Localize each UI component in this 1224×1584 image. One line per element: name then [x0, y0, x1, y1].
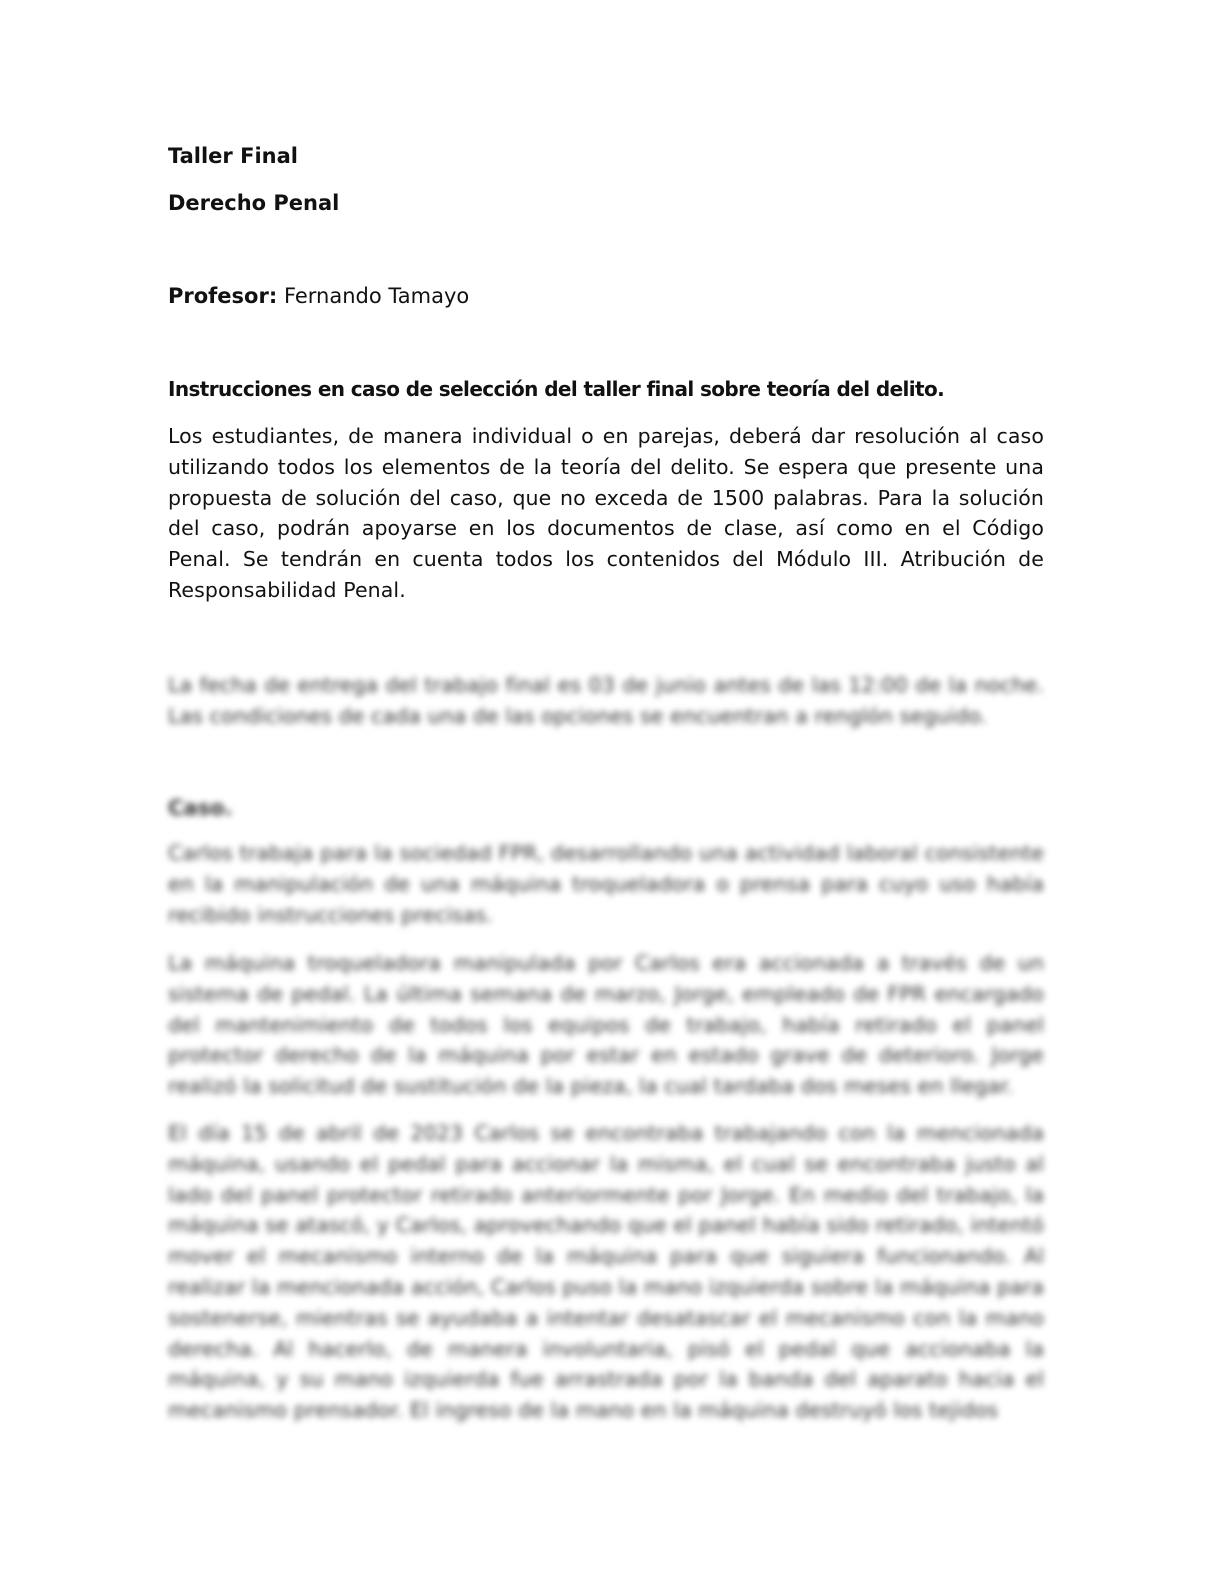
- professor-line: [168, 281, 469, 311]
- case-paragraph: Carlos trabaja para la sociedad FPR, desarrollando una actividad laboral consistente en la manipulación de una máquina troqueladora o prensa para cuyo uso había recibido instrucciones precisas.: [168, 841, 1044, 927]
- instructions-heading: Instrucciones en caso de selección del taller final sobre teoría del delito.: [168, 377, 945, 401]
- case-paragraph: El día 15 de abril de 2023 Carlos se encontraba trabajando con la mencionada máquina, usando el pedal para accionar la misma, el cual se encontraba justo al lado del panel protector retirado anteriormente por Jorge. En medio del trabajo, la máquina se atascó, y Carlos, aprovechando que el panel había sido retirado, intentó mover el mecanismo interno de la máquina para que siguiera funcionando. Al realizar la mencionada acción, Carlos puso la mano izquierda sobre la máquina para sostenerse, mientras se ayudaba a intentar desatascar el mecanismo con la mano derecha. Al hacerlo, de manera involuntaria, pisó el pedal que accionaba la máquina, y su mano izquierda fue arrastrada por la banda del aparato hacia el mecanismo prensador. El ingreso de la mano en la máquina destruyó los tejidos: [168, 1121, 1044, 1423]
- course-name: Derecho Penal: [168, 191, 340, 215]
- instructions-paragraph: Los estudiantes, de manera individual o en parejas, deberá dar resolución al caso utilizando todos los elementos de la teoría del delito. Se espera que presente una propuesta de solución del caso, que no exceda de 1500 palabras. Para la solución del caso, podrán apoyarse en los documentos de clase, así como en el Código Penal. Se tendrán en cuenta todos los contenidos del Módulo III. Atribución de Responsabilidad Penal.: [168, 424, 1044, 602]
- case-heading: Caso.: [168, 796, 233, 820]
- deadline-paragraph: La fecha de entrega del trabajo final es 03 de junio antes de las 12:00 de la noche. Las condiciones de cada una de las opciones se encuentran a renglón seguido.: [168, 673, 1044, 728]
- professor-name: Fernando Tamayo: [283, 284, 470, 308]
- case-paragraph: La máquina troqueladora manipulada por Carlos era accionada a través de un sistema de pedal. La última semana de marzo, Jorge, empleado de FPR encargado del mantenimiento de todos los equipos de trabajo, había retirado el panel protector derecho de la máquina por estar en estado grave de deterioro. Jorge realizó la solicitud de sustitución de la pieza, la cual tardaba dos meses en llegar.: [168, 951, 1044, 1099]
- document-title: Taller Final: [168, 144, 298, 168]
- professor-label: Profesor:: [168, 284, 278, 308]
